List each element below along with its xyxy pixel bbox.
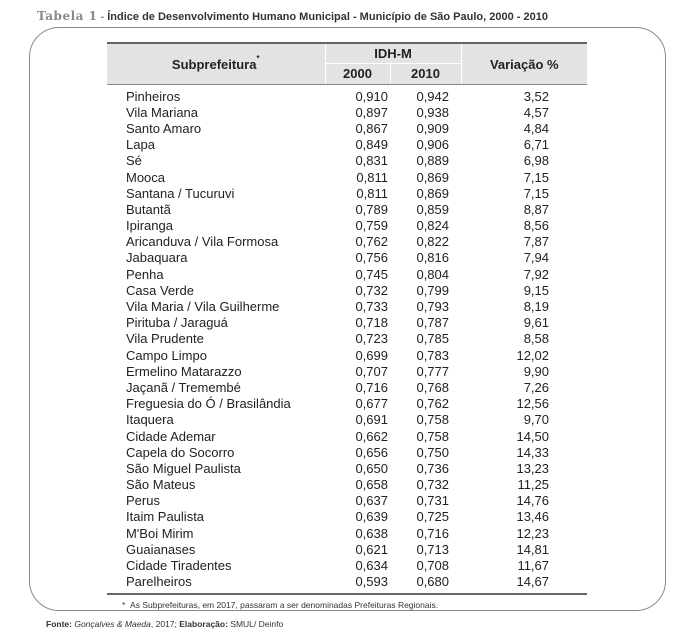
- cell-idh-2000: 0,849: [355, 137, 388, 153]
- cell-subprefeitura: Cidade Tiradentes: [126, 558, 232, 574]
- table-row: [107, 493, 587, 509]
- cell-idh-2000: 0,658: [355, 477, 388, 493]
- source-year: , 2017;: [150, 619, 177, 629]
- table-row: [107, 266, 587, 282]
- table-row: [107, 85, 587, 105]
- table-row: [107, 282, 587, 298]
- cell-idh-2000: 0,733: [355, 299, 388, 315]
- cell-idh-2000: 0,634: [355, 558, 388, 574]
- cell-idh-2010: 0,725: [416, 509, 450, 525]
- table-row: [107, 509, 587, 525]
- cell-idh-2000: 0,639: [355, 509, 388, 525]
- cell-subprefeitura: Guaianases: [126, 541, 196, 557]
- table-row: [107, 557, 587, 573]
- cell-subprefeitura: São Mateus: [126, 477, 196, 493]
- table-row: [107, 347, 587, 363]
- cell-variacao: 13,23: [516, 460, 550, 476]
- cell-variacao: 7,87: [523, 234, 550, 250]
- cell-idh-2010: 0,942: [416, 88, 450, 104]
- cell-idh-2010: 0,783: [416, 347, 450, 363]
- cell-subprefeitura: Pirituba / Jaraguá: [126, 315, 228, 331]
- cell-idh-2000: 0,756: [355, 250, 388, 266]
- table-header: [107, 43, 587, 85]
- table-row: [107, 137, 587, 153]
- cell-idh-2000: 0,662: [355, 428, 388, 444]
- cell-idh-2010: 0,787: [416, 315, 450, 331]
- table-caption: [37, 9, 548, 23]
- footnote-text: As Subprefeituras, em 2017, passaram a ser denominadas Prefeituras Regionais.: [130, 599, 439, 610]
- header-subprefeitura: [107, 43, 325, 85]
- table-row: [107, 428, 587, 444]
- elaboration-text: SMUL/ Deinfo: [230, 619, 284, 629]
- cell-idh-2010: 0,731: [416, 493, 450, 509]
- cell-idh-2010: 0,799: [416, 282, 450, 298]
- cell-subprefeitura: Vila Maria / Vila Guilherme: [126, 299, 280, 315]
- cell-variacao: 12,02: [516, 347, 550, 363]
- caption-separator: -: [100, 11, 105, 23]
- cell-subprefeitura: Casa Verde: [126, 282, 194, 298]
- cell-variacao: 14,81: [516, 541, 550, 557]
- table-row: [107, 396, 587, 412]
- cell-idh-2000: 0,762: [355, 234, 388, 250]
- cell-idh-2010: 0,750: [416, 444, 450, 460]
- table-row: [107, 444, 587, 460]
- table-row: [107, 185, 587, 201]
- header-year-2000: 2000: [325, 63, 390, 84]
- table-row: [107, 298, 587, 314]
- cell-variacao: 7,94: [523, 250, 550, 266]
- header-idh-m: IDH-M: [325, 43, 461, 63]
- cell-variacao: 8,58: [523, 331, 550, 347]
- cell-variacao: 3,52: [523, 88, 550, 104]
- table-row: [107, 477, 587, 493]
- cell-variacao: 7,15: [523, 169, 550, 185]
- cell-variacao: 8,19: [523, 299, 550, 315]
- cell-subprefeitura: Sé: [126, 153, 142, 169]
- cell-variacao: 8,56: [523, 218, 550, 234]
- table-row: [107, 153, 587, 169]
- cell-idh-2000: 0,811: [356, 169, 388, 185]
- cell-idh-2000: 0,637: [355, 493, 388, 509]
- cell-subprefeitura: Santo Amaro: [126, 120, 202, 136]
- table-row: [107, 379, 587, 395]
- table-row: [107, 218, 587, 234]
- cell-idh-2010: 0,869: [416, 169, 450, 185]
- cell-variacao: 4,57: [523, 104, 550, 120]
- table-row: [107, 250, 587, 266]
- table-row: [107, 169, 587, 185]
- cell-idh-2010: 0,804: [416, 266, 450, 282]
- cell-subprefeitura: Itaim Paulista: [126, 509, 205, 525]
- idh-table: [107, 42, 587, 610]
- cell-variacao: 7,26: [523, 379, 550, 395]
- cell-variacao: 12,56: [516, 396, 550, 412]
- cell-idh-2010: 0,859: [416, 201, 450, 217]
- cell-variacao: 9,90: [523, 363, 550, 379]
- cell-variacao: 14,33: [516, 444, 550, 460]
- cell-subprefeitura: Ermelino Matarazzo: [126, 363, 242, 379]
- source-label: Fonte:: [46, 619, 72, 629]
- cell-idh-2000: 0,656: [355, 444, 388, 460]
- cell-idh-2000: 0,716: [355, 379, 388, 395]
- footnote-mark: *: [122, 599, 126, 610]
- cell-idh-2000: 0,867: [355, 120, 388, 136]
- table-row: [107, 120, 587, 136]
- cell-variacao: 7,15: [523, 185, 550, 201]
- cell-idh-2010: 0,716: [416, 525, 450, 541]
- table-body: [107, 85, 587, 594]
- cell-subprefeitura: Campo Limpo: [126, 347, 207, 363]
- cell-variacao: 14,67: [516, 574, 550, 590]
- cell-subprefeitura: Pinheiros: [126, 88, 181, 104]
- cell-subprefeitura: Itaquera: [126, 412, 174, 428]
- cell-subprefeitura: Perus: [126, 493, 160, 509]
- cell-idh-2010: 0,758: [416, 412, 450, 428]
- cell-idh-2000: 0,759: [355, 218, 388, 234]
- cell-subprefeitura: Jabaquara: [126, 250, 188, 266]
- table-row: [107, 331, 587, 347]
- cell-idh-2000: 0,650: [355, 460, 388, 476]
- table-row: [107, 201, 587, 217]
- cell-idh-2000: 0,677: [355, 396, 388, 412]
- cell-variacao: 9,70: [523, 412, 550, 428]
- cell-idh-2010: 0,906: [416, 137, 450, 153]
- cell-idh-2000: 0,732: [355, 282, 388, 298]
- table-row: [107, 363, 587, 379]
- cell-variacao: 8,87: [523, 201, 550, 217]
- cell-idh-2000: 0,811: [356, 185, 388, 201]
- cell-subprefeitura: Parelheiros: [126, 574, 192, 590]
- table-row: [107, 460, 587, 476]
- cell-variacao: 14,76: [516, 493, 550, 509]
- cell-subprefeitura: Capela do Socorro: [126, 444, 235, 460]
- cell-variacao: 14,50: [516, 428, 550, 444]
- cell-idh-2010: 0,732: [416, 477, 450, 493]
- cell-idh-2010: 0,938: [416, 104, 450, 120]
- cell-idh-2010: 0,708: [416, 558, 450, 574]
- cell-subprefeitura: Jaçanã / Tremembé: [126, 379, 241, 395]
- cell-variacao: 6,98: [523, 153, 550, 169]
- cell-idh-2010: 0,758: [416, 428, 450, 444]
- cell-variacao: 13,46: [516, 509, 550, 525]
- table-number: Tabela 1: [37, 9, 98, 23]
- header-year-2010: 2010: [390, 63, 461, 84]
- cell-subprefeitura: M'Boi Mirim: [126, 525, 194, 541]
- cell-idh-2010: 0,889: [416, 153, 450, 169]
- cell-subprefeitura: Vila Mariana: [126, 104, 199, 120]
- table-title: Índice de Desenvolvimento Humano Municipal - Município de São Paulo, 2000 - 2010: [107, 11, 548, 23]
- table-row: [107, 315, 587, 331]
- cell-idh-2000: 0,723: [355, 331, 388, 347]
- cell-subprefeitura: Penha: [126, 266, 164, 282]
- cell-variacao: 12,23: [516, 525, 550, 541]
- cell-variacao: 9,15: [523, 282, 550, 298]
- cell-idh-2010: 0,909: [416, 120, 450, 136]
- cell-idh-2010: 0,793: [416, 299, 450, 315]
- cell-subprefeitura: Ipiranga: [126, 218, 173, 234]
- cell-subprefeitura: Cidade Ademar: [126, 428, 216, 444]
- cell-idh-2000: 0,691: [355, 412, 388, 428]
- cell-idh-2000: 0,621: [355, 541, 388, 557]
- cell-idh-2010: 0,816: [416, 250, 450, 266]
- cell-idh-2000: 0,745: [355, 266, 388, 282]
- table-row: [107, 574, 587, 594]
- cell-idh-2000: 0,718: [355, 315, 388, 331]
- cell-idh-2010: 0,869: [416, 185, 450, 201]
- cell-idh-2000: 0,593: [355, 574, 388, 590]
- cell-variacao: 6,71: [523, 137, 550, 153]
- cell-idh-2010: 0,680: [416, 574, 450, 590]
- cell-idh-2010: 0,762: [416, 396, 450, 412]
- source-note: [46, 619, 283, 629]
- cell-subprefeitura: Santana / Tucuruvi: [126, 185, 235, 201]
- cell-idh-2010: 0,768: [416, 379, 450, 395]
- cell-variacao: 4,84: [523, 120, 550, 136]
- table-row: [107, 412, 587, 428]
- cell-idh-2010: 0,824: [416, 218, 450, 234]
- cell-variacao: 9,61: [523, 315, 550, 331]
- cell-idh-2010: 0,736: [416, 460, 450, 476]
- header-variacao: Variação %: [461, 43, 587, 85]
- footnote-marker: *: [256, 53, 260, 63]
- cell-subprefeitura: Butantã: [126, 201, 171, 217]
- table-row: [107, 104, 587, 120]
- cell-variacao: 11,67: [517, 558, 550, 574]
- cell-idh-2010: 0,822: [416, 234, 450, 250]
- cell-idh-2000: 0,789: [355, 201, 388, 217]
- elaboration-label: Elaboração:: [179, 619, 228, 629]
- cell-subprefeitura: Freguesia do Ó / Brasilândia: [126, 396, 291, 412]
- cell-subprefeitura: Lapa: [126, 137, 155, 153]
- cell-idh-2000: 0,707: [355, 363, 388, 379]
- cell-variacao: 7,92: [523, 266, 550, 282]
- header-subprefeitura-label: Subprefeitura: [171, 56, 257, 72]
- cell-idh-2000: 0,831: [355, 153, 388, 169]
- cell-variacao: 11,25: [517, 477, 550, 493]
- cell-idh-2000: 0,699: [355, 347, 388, 363]
- source-authors: Gonçalves & Maeda: [74, 619, 151, 629]
- cell-subprefeitura: Mooca: [126, 169, 166, 185]
- cell-idh-2000: 0,897: [355, 104, 388, 120]
- table-row: [107, 541, 587, 557]
- cell-idh-2000: 0,638: [355, 525, 388, 541]
- table-row: [107, 234, 587, 250]
- cell-subprefeitura: Aricanduva / Vila Formosa: [126, 234, 279, 250]
- cell-idh-2010: 0,777: [416, 363, 450, 379]
- cell-subprefeitura: Vila Prudente: [126, 331, 204, 347]
- cell-subprefeitura: São Miguel Paulista: [126, 460, 241, 476]
- cell-idh-2010: 0,713: [416, 541, 450, 557]
- cell-idh-2000: 0,910: [355, 88, 388, 104]
- table-row: [107, 525, 587, 541]
- cell-idh-2010: 0,785: [416, 331, 450, 347]
- table-footnote: [107, 594, 587, 610]
